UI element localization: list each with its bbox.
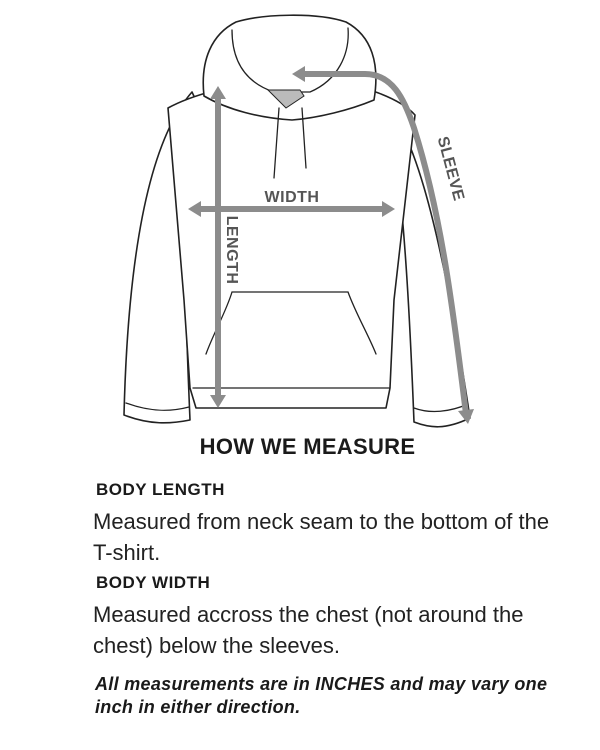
length-label: LENGTH — [223, 215, 240, 285]
body-width-section — [93, 573, 573, 661]
width-label: WIDTH — [264, 189, 320, 206]
body-length-heading: BODY LENGTH — [96, 480, 225, 499]
body-width-heading: BODY WIDTH — [96, 573, 211, 592]
body-length-section — [93, 480, 573, 568]
hoodie-body — [168, 82, 415, 408]
measurement-note: All measurements are in INCHES and may vary one inch in either direction. — [95, 674, 548, 717]
body-width-description: Measured accross the chest (not around the chest) below the sleeves. — [93, 602, 524, 658]
page-title: HOW WE MEASURE — [199, 434, 416, 459]
body-length-description: Measured from neck seam to the bottom of the T-shirt. — [93, 509, 550, 565]
sleeve-label: SLEEVE — [433, 134, 468, 203]
